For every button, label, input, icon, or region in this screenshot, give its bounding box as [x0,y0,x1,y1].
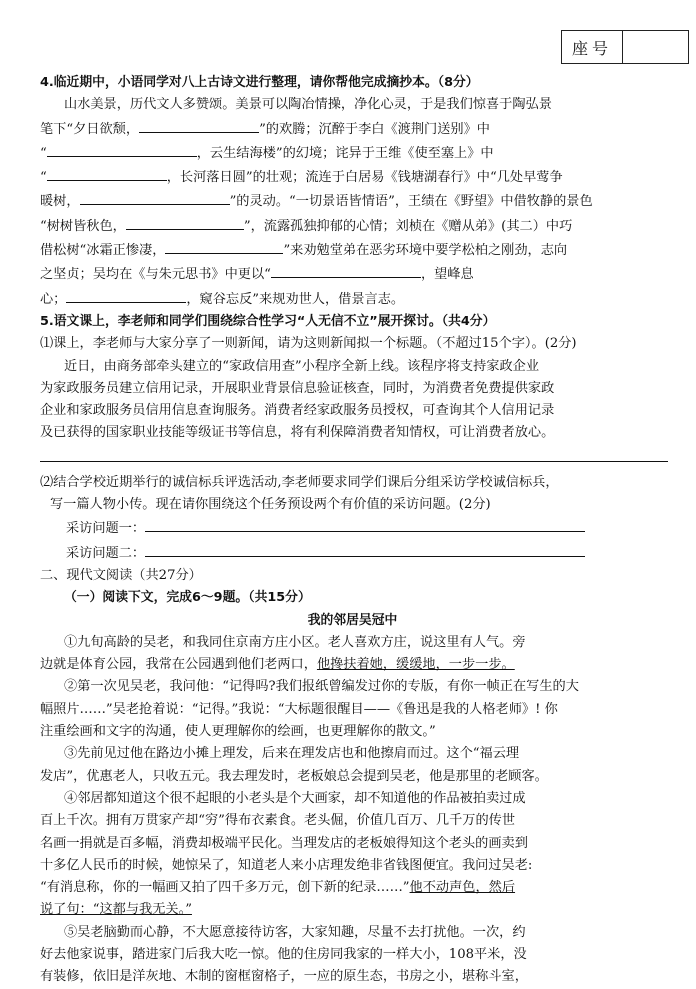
fill-blank[interactable] [139,117,259,133]
article-line: 幅照片……”吴老抢着说：“记得。”我说：“大标题很醒目——《鲁迅是我的人格老师》! 你 [40,701,558,717]
article-line: 有装修，依旧是洋灰地、木制的窗框窗格子，一应的原生态，书房之小，堪称斗室， [40,969,528,985]
underlined-sentence: 他搀扶着她，缓缓地，一步一步。 [316,657,515,673]
q4-heading: 4.临近期中，小语同学对八上古诗文进行整理，请你帮他完成摘抄本。（8分） [40,75,479,90]
q5-part1-prompt: ⑴课上，李老师与大家分享了一则新闻，请为这则新闻拟一个标题。（不超过15个字）。(2分) [40,336,577,352]
interview-answer-2[interactable] [145,541,585,557]
headline-answer-line[interactable] [40,461,668,462]
q4-line: 笔下“夕日欲颓， ”的欢腾；沉醉于李白《渡荆门送别》中 [40,117,665,141]
news-line: 为家政服务员建立信用记录，开展职业背景信息验证核查，同时，为消费者免费提供家政 [40,380,555,396]
seat-number-field[interactable] [623,31,688,63]
q4-line: “ ，长河落日圆”的壮观；流连于白居易《钱塘湖春行》中“几处早莺争 [40,165,665,189]
article-line: 边就是体育公园，我常在公园遇到他们老两口，他搀扶着她，缓缓地，一步一步。 [40,657,515,673]
fill-blank[interactable] [126,214,244,230]
fill-blank[interactable] [66,287,186,303]
section-2-part-1: （一）阅读下文，完成6～9题。（共15分） [64,590,311,606]
article-line: ①九旬高龄的吴老，和我同住京南方庄小区。老人喜欢方庄，说这里有人气。旁 [64,634,526,650]
exam-content [40,72,665,989]
article-line: ③先前见过他在路边小摊上理发，后来在理发店也和他擦肩而过。这个“福云理 [64,746,520,762]
article-line: ④邻居都知道这个很不起眼的小老头是个大画家，却不知道他的作品被拍卖过成 [64,790,526,806]
fill-blank[interactable] [271,262,421,278]
underlined-sentence: 他不动声色，然后 [409,880,516,896]
article-line: 百上千次。拥有万贯家产却“穷”得布衣素食。老头倔，价值几百万、几千万的传世 [40,813,516,829]
article-line: 名画一捐就是百多幅，消费却极端平民化。当理发店的老板娘得知这个老头的画卖到 [40,835,528,851]
article-line: “有消息称，你的一幅画又拍了四千多万元，创下新的纪录……”他不动声色，然后 [40,880,516,896]
q5-part2-prompt: 写一篇人物小传。现在请你围绕这个任务预设两个有价值的采访问题。(2分) [50,497,491,513]
seat-label: 座号 [562,31,623,63]
fill-blank[interactable] [80,189,230,205]
news-line: 及已获得的国家职业技能等级证书等信息，将有利保障消费者知情权，可让消费者放心。 [40,425,555,441]
interview-question-2: 采访问题二： [40,541,665,565]
underlined-sentence: 说了句：“这都与我无关。” [40,902,192,918]
article-line [40,899,665,921]
article-line: 十多亿人民币的时候，她惊呆了，知道老人来小店理发绝非省钱图便宜。我问过吴老: [40,857,533,873]
news-line: 企业和家政服务员信用信息查询服务。消费者经家政服务员授权，可查询其个人信用记录 [40,403,555,419]
article-line: 注重绘画和文字的沟通，使人更理解你的绘画，也更理解你的散文。” [40,724,436,740]
q4-line: 借松树“冰霜正惨凄， ”来劝勉堂弟在恶劣环境中要学松柏之刚劲，志向 [40,238,665,262]
seat-number-box [561,30,689,64]
q4-line: “ ，云生结海楼”的幻境；诧异于王维《使至塞上》中 [40,141,665,165]
q4-line: 暖树， ”的灵动。“一切景语皆情语”，王绩在《野望》中借牧静的景色 [40,189,665,213]
interview-question-1: 采访问题一： [40,516,665,540]
q5-heading: 5.语文课上，李老师和同学们围绕综合性学习“人无信不立”展开探讨。（共4分） [40,313,496,329]
article-line: 好去他家说事，踏进家门后我大吃一惊。他的住房同我家的一样大小，108平米，没 [40,946,527,962]
q4-line: “树树皆秋色， ”，流露孤独抑郁的心情；刘桢在《赠从弟》(其二）中巧 [40,214,665,238]
article-line: ⑤吴老脑勤而心静，不大愿意接待访客，大家知趣，尽量不去打扰他。一次，约 [64,924,526,940]
news-line: 近日，由商务部牵头建立的“家政信用查”小程序全新上线。该程序将支持家政企业 [64,358,540,374]
article-title: 我的邻居吴冠中 [307,612,398,628]
q4-line: 之坚贞；吴均在《与朱元思书》中更以“ ，望峰息 [40,262,665,286]
fill-blank[interactable] [47,141,197,157]
q4-line: 山水美景，历代文人多赞颂。美景可以陶冶情操，净化心灵，于是我们惊喜于陶弘景 [64,97,552,113]
q4-line: 心； ，窥谷忘反”来规劝世人，借景言志。 [40,287,665,311]
section-2-heading: 二、现代文阅读（共27分） [40,567,202,583]
article-line: 发店”，优惠老人，只收五元。我去理发时，老板娘总会提到吴老，他是那里的老顾客。 [40,768,548,784]
fill-blank[interactable] [47,165,167,181]
interview-answer-1[interactable] [145,516,585,532]
fill-blank[interactable] [165,238,283,254]
q5-part2-prompt: ⑵结合学校近期举行的诚信标兵评选活动,李老师要求同学们课后分组采访学校诚信标兵， [40,474,559,490]
article-line: ②第一次见吴老，我问他：“记得吗?我们报纸曾编发过你的专版，有你一帧正在写生的大 [64,679,579,695]
